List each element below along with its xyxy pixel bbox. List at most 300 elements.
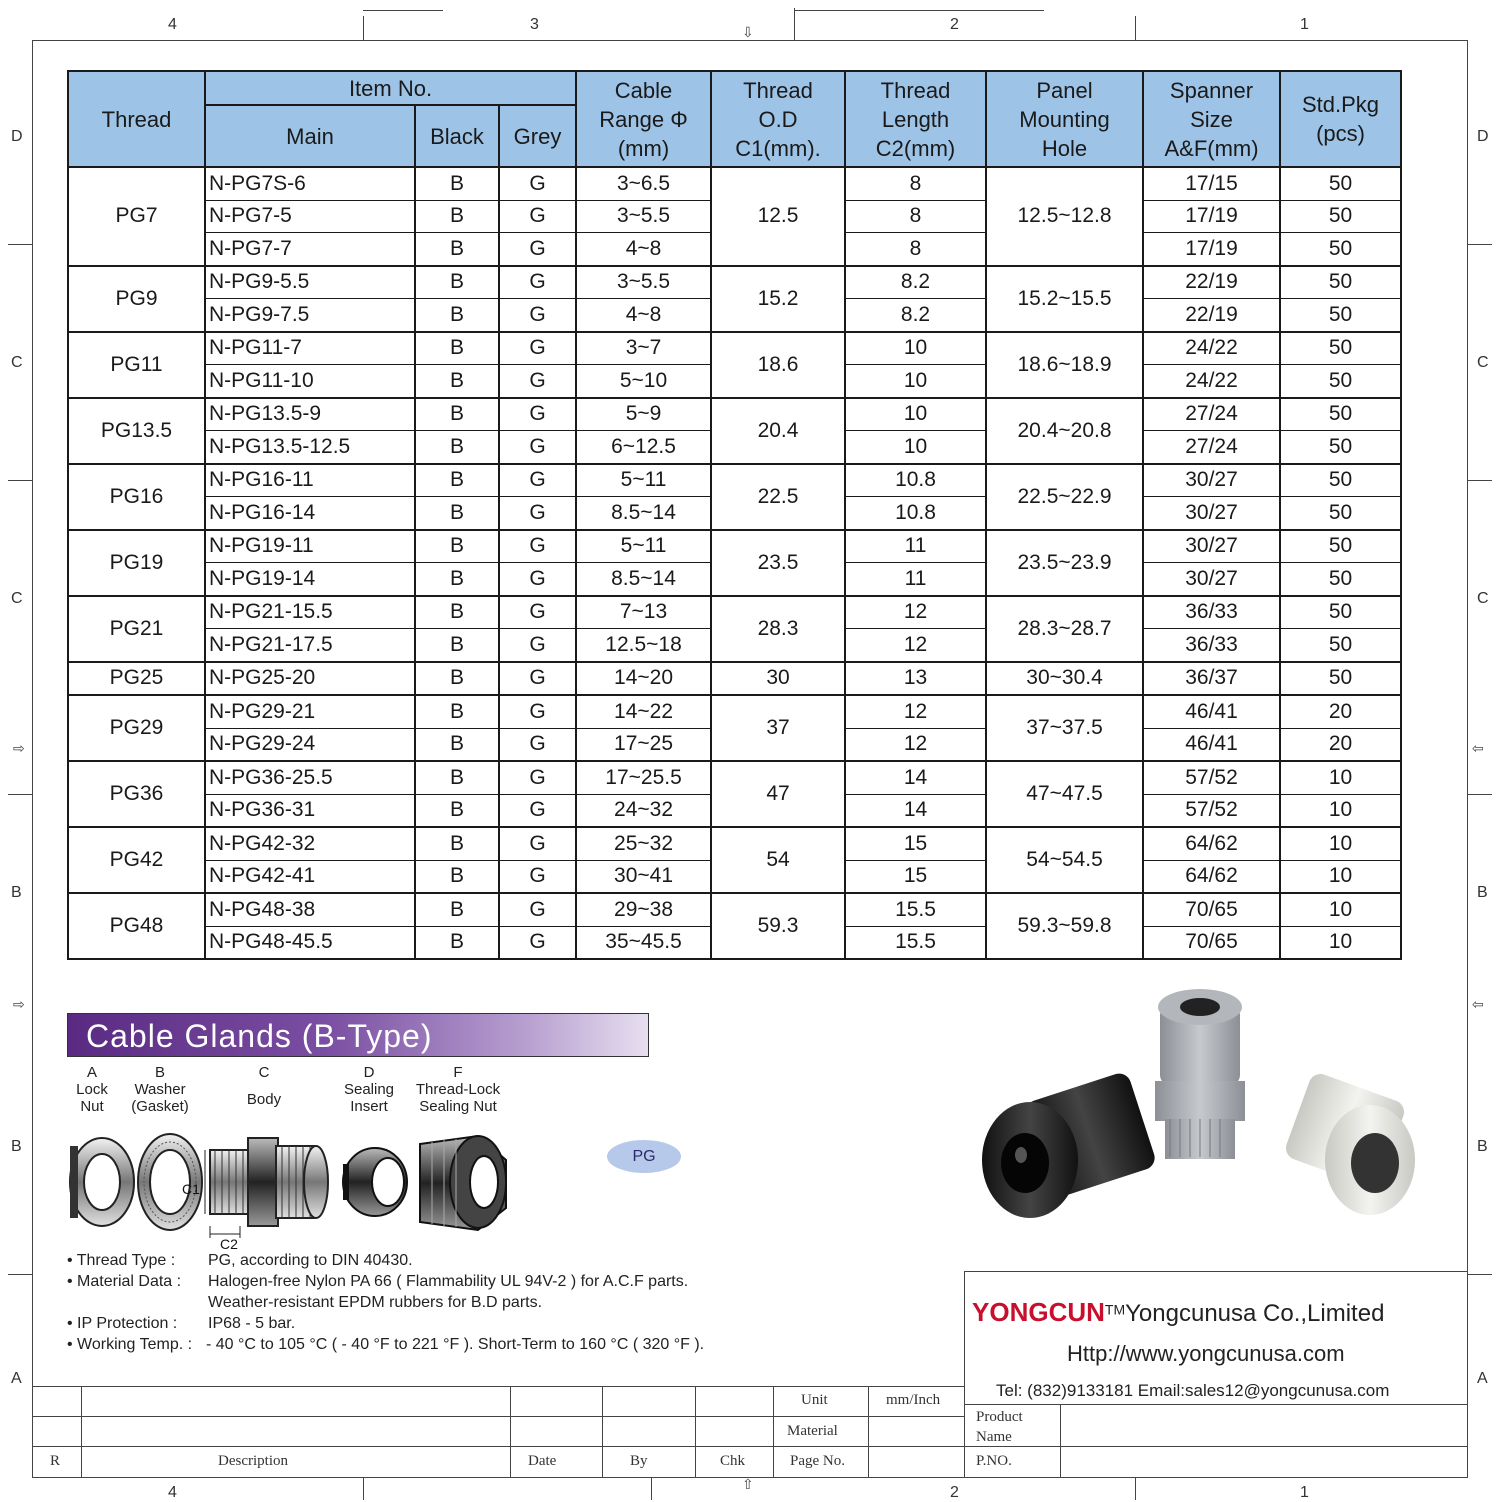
cell-black: B xyxy=(415,497,499,530)
banner-title: Cable Glands (B-Type) xyxy=(86,1018,433,1054)
header-grey: Grey xyxy=(499,105,576,167)
cell-thread-length: 11 xyxy=(845,530,986,563)
cell-main: N-PG36-31 xyxy=(205,794,415,827)
tb-material-label: Material xyxy=(787,1423,838,1439)
cell-std-pkg: 50 xyxy=(1280,266,1401,299)
cell-black: B xyxy=(415,464,499,497)
cell-grey: G xyxy=(499,332,576,365)
cell-thread-od: 37 xyxy=(711,695,845,761)
cell-thread-od: 47 xyxy=(711,761,845,827)
cell-std-pkg: 10 xyxy=(1280,893,1401,926)
table-row xyxy=(68,695,1401,728)
cell-thread-length: 8 xyxy=(845,200,986,233)
cell-std-pkg: 50 xyxy=(1280,662,1401,696)
cell-main: N-PG7-7 xyxy=(205,233,415,266)
cell-cable-range: 5~9 xyxy=(576,398,711,431)
cell-panel-hole: 22.5~22.9 xyxy=(986,464,1143,530)
cell-main: N-PG42-41 xyxy=(205,860,415,893)
cell-spanner: 22/19 xyxy=(1143,266,1280,299)
tb-by-label: By xyxy=(630,1453,648,1469)
cell-thread-od: 30 xyxy=(711,662,845,696)
table-row xyxy=(68,332,1401,365)
cell-thread-length: 14 xyxy=(845,794,986,827)
cell-black: B xyxy=(415,563,499,596)
cell-thread-od: 23.5 xyxy=(711,530,845,596)
cell-main: N-PG19-14 xyxy=(205,563,415,596)
cell-cable-range: 24~32 xyxy=(576,794,711,827)
header-item-no: Item No. xyxy=(205,71,576,105)
cell-cable-range: 5~11 xyxy=(576,464,711,497)
cell-grey: G xyxy=(499,563,576,596)
cell-main: N-PG21-15.5 xyxy=(205,596,415,629)
spec-temp-value: - 40 °C to 105 °C ( - 40 °F to 221 °F ). Short-Term to 160 °C ( 320 °F ). xyxy=(206,1336,705,1353)
cell-black: B xyxy=(415,596,499,629)
cell-thread: PG9 xyxy=(68,266,205,332)
header-panel-hole: Panel Mounting Hole xyxy=(986,71,1143,167)
company-url[interactable]: Http://www.yongcunusa.com xyxy=(1067,1341,1345,1366)
cell-main: N-PG9-7.5 xyxy=(205,299,415,332)
cell-std-pkg: 50 xyxy=(1280,200,1401,233)
cell-spanner: 46/41 xyxy=(1143,728,1280,761)
cell-spanner: 17/19 xyxy=(1143,200,1280,233)
cell-cable-range: 17~25 xyxy=(576,728,711,761)
cell-panel-hole: 20.4~20.8 xyxy=(986,398,1143,464)
spec-temp: • Working Temp. : xyxy=(67,1336,193,1353)
tb-line xyxy=(81,1386,82,1478)
company-name: Yongcunusa Co.,Limited xyxy=(1125,1300,1385,1327)
pg-badge: PG xyxy=(607,1140,681,1173)
cell-spanner: 36/33 xyxy=(1143,629,1280,662)
cell-grey: G xyxy=(499,827,576,860)
cell-thread-length: 10 xyxy=(845,431,986,464)
cell-thread-length: 15.5 xyxy=(845,893,986,926)
cell-panel-hole: 18.6~18.9 xyxy=(986,332,1143,398)
zone-tick xyxy=(1468,1274,1492,1275)
cell-std-pkg: 50 xyxy=(1280,167,1401,200)
cell-thread: PG25 xyxy=(68,662,205,696)
cell-cable-range: 14~20 xyxy=(576,662,711,696)
cell-std-pkg: 50 xyxy=(1280,563,1401,596)
cell-thread-length: 15 xyxy=(845,860,986,893)
cell-thread-od: 22.5 xyxy=(711,464,845,530)
cell-grey: G xyxy=(499,464,576,497)
cell-grey: G xyxy=(499,233,576,266)
part-label-c: C Body xyxy=(246,1064,282,1108)
table-row xyxy=(68,761,1401,794)
cell-grey: G xyxy=(499,662,576,696)
cell-thread-length: 8.2 xyxy=(845,266,986,299)
cell-grey: G xyxy=(499,266,576,299)
spec-material-value-2: Weather-resistant EPDM rubbers for B.D parts. xyxy=(208,1294,543,1311)
cell-std-pkg: 50 xyxy=(1280,332,1401,365)
cell-thread-length: 12 xyxy=(845,695,986,728)
cell-panel-hole: 59.3~59.8 xyxy=(986,893,1143,959)
cell-main: N-PG7S-6 xyxy=(205,167,415,200)
cell-thread-length: 8 xyxy=(845,233,986,266)
cell-thread-od: 59.3 xyxy=(711,893,845,959)
brand-name: YONGCUN xyxy=(972,1297,1105,1327)
spec-material-value: Halogen-free Nylon PA 66 ( Flammability UL 94V-2 ) for A.C.F parts. xyxy=(208,1273,689,1290)
cell-panel-hole: 15.2~15.5 xyxy=(986,266,1143,332)
cell-std-pkg: 20 xyxy=(1280,728,1401,761)
center-arrow-icon: ⇧ xyxy=(742,1476,754,1492)
cell-panel-hole: 54~54.5 xyxy=(986,827,1143,893)
zone-bottom-2: 2 xyxy=(950,1484,959,1501)
cell-thread-length: 10.8 xyxy=(845,464,986,497)
center-arrow-icon: ⇩ xyxy=(742,24,754,40)
cell-std-pkg: 10 xyxy=(1280,761,1401,794)
cell-spanner: 24/22 xyxy=(1143,365,1280,398)
tb-line xyxy=(602,1386,603,1478)
tb-line xyxy=(1060,1404,1061,1478)
cell-black: B xyxy=(415,860,499,893)
cell-spanner: 30/27 xyxy=(1143,530,1280,563)
zone-bottom-4: 4 xyxy=(168,1484,177,1501)
spec-ip-value: IP68 - 5 bar. xyxy=(208,1315,296,1332)
spec-material: • Material Data : xyxy=(67,1273,182,1290)
cell-thread: PG7 xyxy=(68,167,205,266)
cell-cable-range: 8.5~14 xyxy=(576,497,711,530)
cell-cable-range: 3~6.5 xyxy=(576,167,711,200)
cell-cable-range: 3~5.5 xyxy=(576,266,711,299)
cell-spanner: 30/27 xyxy=(1143,464,1280,497)
cell-black: B xyxy=(415,233,499,266)
cell-spanner: 27/24 xyxy=(1143,398,1280,431)
cell-grey: G xyxy=(499,926,576,959)
zone-tick xyxy=(363,16,364,40)
table-row xyxy=(68,662,1401,696)
cell-spanner: 64/62 xyxy=(1143,860,1280,893)
cell-spanner: 30/27 xyxy=(1143,563,1280,596)
lock-nut-icon xyxy=(70,1138,134,1226)
grey-gland-icon xyxy=(1155,989,1245,1159)
cell-grey: G xyxy=(499,695,576,728)
body-icon xyxy=(205,1138,328,1238)
cell-main: N-PG48-45.5 xyxy=(205,926,415,959)
cell-thread-od: 18.6 xyxy=(711,332,845,398)
cell-panel-hole: 23.5~23.9 xyxy=(986,530,1143,596)
cell-cable-range: 4~8 xyxy=(576,299,711,332)
cell-main: N-PG42-32 xyxy=(205,827,415,860)
cell-panel-hole: 30~30.4 xyxy=(986,662,1143,696)
sealing-nut-icon xyxy=(420,1136,506,1230)
zone-right-d: D xyxy=(1477,128,1489,145)
cell-std-pkg: 50 xyxy=(1280,596,1401,629)
cell-black: B xyxy=(415,893,499,926)
cell-main: N-PG25-20 xyxy=(205,662,415,696)
zone-left-c2: C xyxy=(11,590,23,607)
cell-main: N-PG21-17.5 xyxy=(205,629,415,662)
cell-grey: G xyxy=(499,299,576,332)
cell-thread-length: 10 xyxy=(845,398,986,431)
cell-thread-length: 12 xyxy=(845,728,986,761)
header-black: Black xyxy=(415,105,499,167)
table-row xyxy=(68,596,1401,629)
cell-grey: G xyxy=(499,398,576,431)
cell-thread: PG29 xyxy=(68,695,205,761)
cell-thread-length: 10 xyxy=(845,365,986,398)
sealing-insert-icon xyxy=(343,1148,407,1216)
cell-spanner: 57/52 xyxy=(1143,761,1280,794)
cell-thread-length: 10 xyxy=(845,332,986,365)
zone-tick xyxy=(1135,1478,1136,1500)
cell-main: N-PG11-7 xyxy=(205,332,415,365)
cell-panel-hole: 47~47.5 xyxy=(986,761,1143,827)
tb-product-name-label: Product Name xyxy=(976,1409,1023,1445)
table-row xyxy=(68,530,1401,563)
zone-tick xyxy=(1135,16,1136,40)
exploded-parts-drawing xyxy=(60,1130,520,1255)
table-row xyxy=(68,827,1401,860)
cell-spanner: 46/41 xyxy=(1143,695,1280,728)
zone-tick xyxy=(1468,244,1492,245)
cell-thread-length: 12 xyxy=(845,596,986,629)
cell-main: N-PG13.5-12.5 xyxy=(205,431,415,464)
zone-top-1: 1 xyxy=(1300,16,1309,33)
cell-spanner: 57/52 xyxy=(1143,794,1280,827)
cell-grey: G xyxy=(499,365,576,398)
cell-spanner: 64/62 xyxy=(1143,827,1280,860)
zone-left-a: A xyxy=(11,1370,22,1387)
cell-spanner: 17/15 xyxy=(1143,167,1280,200)
zone-top-4: 4 xyxy=(168,16,177,33)
cell-thread-od: 15.2 xyxy=(711,266,845,332)
zone-tick xyxy=(8,1274,32,1275)
zone-right-b2: B xyxy=(1477,1138,1488,1155)
tb-line xyxy=(964,1404,1468,1405)
header-thread-od: Thread O.D C1(mm). xyxy=(711,71,845,167)
cell-panel-hole: 37~37.5 xyxy=(986,695,1143,761)
cell-spanner: 70/65 xyxy=(1143,893,1280,926)
cell-thread-length: 8.2 xyxy=(845,299,986,332)
zone-top-2: 2 xyxy=(950,16,959,33)
dim-c2-label: C2 xyxy=(220,1236,238,1252)
tb-line xyxy=(868,1386,869,1478)
cell-cable-range: 3~5.5 xyxy=(576,200,711,233)
zone-tick xyxy=(1468,794,1492,795)
cell-grey: G xyxy=(499,200,576,233)
zone-top-3: 3 xyxy=(530,16,539,33)
zone-tick xyxy=(363,10,443,11)
cell-black: B xyxy=(415,629,499,662)
cell-black: B xyxy=(415,695,499,728)
cell-std-pkg: 10 xyxy=(1280,860,1401,893)
side-arrow-icon: ⇨ xyxy=(13,740,25,756)
cell-main: N-PG36-25.5 xyxy=(205,761,415,794)
cell-thread-length: 8 xyxy=(845,167,986,200)
cell-black: B xyxy=(415,530,499,563)
cell-thread: PG42 xyxy=(68,827,205,893)
cell-std-pkg: 50 xyxy=(1280,398,1401,431)
cell-std-pkg: 50 xyxy=(1280,299,1401,332)
cell-black: B xyxy=(415,398,499,431)
zone-right-a: A xyxy=(1477,1370,1488,1387)
cell-main: N-PG29-24 xyxy=(205,728,415,761)
cell-grey: G xyxy=(499,629,576,662)
spec-thread-type-value: PG, according to DIN 40430. xyxy=(208,1252,413,1269)
black-gland-icon xyxy=(982,1070,1158,1218)
cell-grey: G xyxy=(499,431,576,464)
cell-std-pkg: 50 xyxy=(1280,497,1401,530)
zone-tick xyxy=(794,8,795,40)
part-label-f: F Thread-Lock Sealing Nut xyxy=(415,1064,501,1115)
tb-line xyxy=(32,1446,1468,1447)
spec-ip: • IP Protection : xyxy=(67,1315,178,1332)
cell-std-pkg: 50 xyxy=(1280,464,1401,497)
cell-cable-range: 8.5~14 xyxy=(576,563,711,596)
cell-panel-hole: 28.3~28.7 xyxy=(986,596,1143,662)
zone-tick xyxy=(8,480,32,481)
part-label-b: B Washer (Gasket) xyxy=(131,1064,189,1115)
cell-cable-range: 29~38 xyxy=(576,893,711,926)
cell-thread-od: 12.5 xyxy=(711,167,845,266)
cell-std-pkg: 50 xyxy=(1280,530,1401,563)
cell-main: N-PG19-11 xyxy=(205,530,415,563)
table-row xyxy=(68,893,1401,926)
spec-thread-type: • Thread Type : xyxy=(67,1252,176,1269)
cell-cable-range: 25~32 xyxy=(576,827,711,860)
cell-cable-range: 17~25.5 xyxy=(576,761,711,794)
cell-black: B xyxy=(415,662,499,696)
cell-main: N-PG16-11 xyxy=(205,464,415,497)
zone-left-c1: C xyxy=(11,354,23,371)
cell-thread-length: 13 xyxy=(845,662,986,696)
cell-std-pkg: 10 xyxy=(1280,926,1401,959)
cell-cable-range: 5~10 xyxy=(576,365,711,398)
trademark-mark: TM xyxy=(1104,1301,1126,1318)
cell-thread-length: 10.8 xyxy=(845,497,986,530)
side-arrow-icon: ⇦ xyxy=(1472,740,1484,756)
zone-left-d: D xyxy=(11,128,23,145)
tb-line xyxy=(964,1271,1468,1272)
cell-grey: G xyxy=(499,530,576,563)
cell-cable-range: 35~45.5 xyxy=(576,926,711,959)
cell-spanner: 17/19 xyxy=(1143,233,1280,266)
cell-grey: G xyxy=(499,893,576,926)
header-thread-length: Thread Length C2(mm) xyxy=(845,71,986,167)
cell-std-pkg: 50 xyxy=(1280,365,1401,398)
zone-right-c1: C xyxy=(1477,354,1489,371)
zone-tick xyxy=(651,1478,652,1500)
tb-line xyxy=(773,1386,774,1478)
cell-black: B xyxy=(415,794,499,827)
cell-main: N-PG29-21 xyxy=(205,695,415,728)
tb-line xyxy=(510,1386,511,1478)
cell-black: B xyxy=(415,200,499,233)
cell-main: N-PG11-10 xyxy=(205,365,415,398)
cell-thread-length: 11 xyxy=(845,563,986,596)
company-header xyxy=(972,1297,1384,1328)
tb-page-label: Page No. xyxy=(790,1453,845,1469)
header-main: Main xyxy=(205,105,415,167)
header-spanner-size: Spanner Size A&F(mm) xyxy=(1143,71,1280,167)
header-cable-range: Cable Range Φ (mm) xyxy=(576,71,711,167)
cell-cable-range: 12.5~18 xyxy=(576,629,711,662)
cell-std-pkg: 50 xyxy=(1280,629,1401,662)
tb-line xyxy=(32,1416,964,1417)
cell-cable-range: 4~8 xyxy=(576,233,711,266)
white-gland-icon xyxy=(1283,1071,1415,1215)
zone-tick xyxy=(8,244,32,245)
side-arrow-icon: ⇨ xyxy=(13,996,25,1012)
cell-black: B xyxy=(415,431,499,464)
cell-black: B xyxy=(415,167,499,200)
cell-black: B xyxy=(415,926,499,959)
cell-main: N-PG13.5-9 xyxy=(205,398,415,431)
cell-thread-od: 28.3 xyxy=(711,596,845,662)
cell-main: N-PG16-14 xyxy=(205,497,415,530)
cell-main: N-PG7-5 xyxy=(205,200,415,233)
company-contact: Tel: (832)9133181 Email:sales12@yongcunusa.com xyxy=(996,1381,1390,1400)
cell-thread: PG13.5 xyxy=(68,398,205,464)
side-arrow-icon: ⇦ xyxy=(1472,996,1484,1012)
cell-spanner: 30/27 xyxy=(1143,497,1280,530)
cell-thread-length: 15.5 xyxy=(845,926,986,959)
part-label-a: A Lock Nut xyxy=(76,1064,108,1115)
cell-grey: G xyxy=(499,794,576,827)
cell-thread-length: 14 xyxy=(845,761,986,794)
cell-thread: PG48 xyxy=(68,893,205,959)
header-std-pkg: Std.Pkg (pcs) xyxy=(1280,71,1401,167)
cell-grey: G xyxy=(499,728,576,761)
part-label-d: D Sealing Insert xyxy=(343,1064,395,1115)
cell-thread-length: 12 xyxy=(845,629,986,662)
cell-black: B xyxy=(415,827,499,860)
cell-black: B xyxy=(415,266,499,299)
tb-description-label: Description xyxy=(218,1453,288,1469)
cell-grey: G xyxy=(499,167,576,200)
cell-spanner: 24/22 xyxy=(1143,332,1280,365)
cell-thread: PG36 xyxy=(68,761,205,827)
cell-cable-range: 6~12.5 xyxy=(576,431,711,464)
tb-r-label: R xyxy=(50,1453,61,1469)
cell-black: B xyxy=(415,299,499,332)
cell-cable-range: 7~13 xyxy=(576,596,711,629)
cell-std-pkg: 10 xyxy=(1280,794,1401,827)
cell-black: B xyxy=(415,761,499,794)
tb-unit-value: mm/Inch xyxy=(886,1392,941,1408)
tb-date-label: Date xyxy=(528,1453,557,1469)
cell-std-pkg: 10 xyxy=(1280,827,1401,860)
zone-left-b1: B xyxy=(11,884,22,901)
product-photo xyxy=(975,985,1455,1250)
cell-std-pkg: 50 xyxy=(1280,233,1401,266)
zone-left-b2: B xyxy=(11,1138,22,1155)
zone-tick xyxy=(8,794,32,795)
cell-grey: G xyxy=(499,761,576,794)
cell-std-pkg: 50 xyxy=(1280,431,1401,464)
cell-black: B xyxy=(415,728,499,761)
cell-spanner: 36/37 xyxy=(1143,662,1280,696)
cell-spanner: 22/19 xyxy=(1143,299,1280,332)
cell-grey: G xyxy=(499,497,576,530)
tb-line xyxy=(695,1386,696,1478)
cell-cable-range: 14~22 xyxy=(576,695,711,728)
cell-spanner: 27/24 xyxy=(1143,431,1280,464)
zone-tick xyxy=(363,1478,364,1500)
zone-tick xyxy=(1468,480,1492,481)
cell-grey: G xyxy=(499,596,576,629)
zone-bottom-1: 1 xyxy=(1300,1484,1309,1501)
cell-main: N-PG9-5.5 xyxy=(205,266,415,299)
spec-table xyxy=(67,70,1402,960)
cell-grey: G xyxy=(499,860,576,893)
cell-thread-od: 20.4 xyxy=(711,398,845,464)
table-row xyxy=(68,398,1401,431)
spec-table-body xyxy=(68,167,1401,959)
cell-black: B xyxy=(415,332,499,365)
table-row xyxy=(68,167,1401,200)
